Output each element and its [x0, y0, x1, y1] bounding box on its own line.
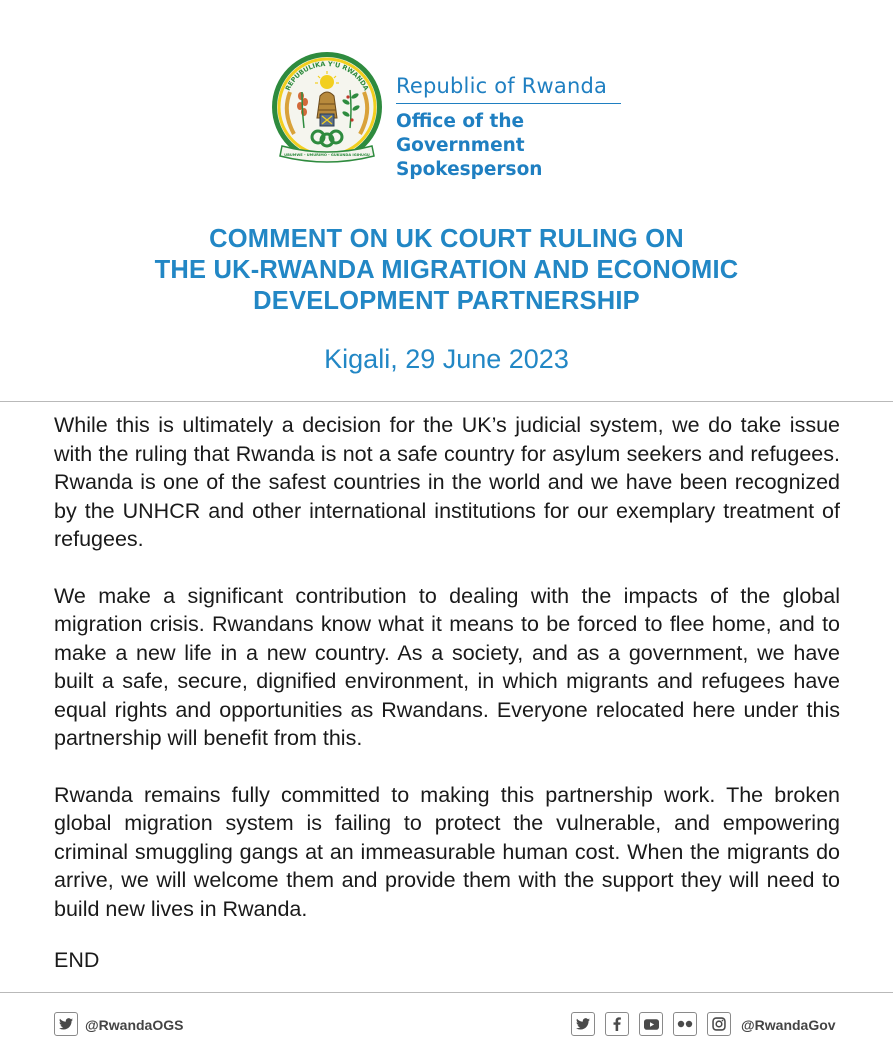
end-mark: END	[54, 948, 100, 972]
title-line: THE UK-RWANDA MIGRATION AND ECONOMIC	[154, 256, 739, 284]
title-line: COMMENT ON UK COURT RULING ON	[209, 225, 684, 253]
paragraph: Rwanda remains fully committed to making this partnership work. The broken global migration system is failing to protect the vulnerable, and empowering criminal smuggling gangs at an immeasurable human cost. When the migrants do arrive, we will welcome them and provide them with the support they will need to build new lives in Rwanda.	[54, 782, 840, 921]
office-name-line1: Office of the Government	[396, 111, 525, 156]
facebook-icon[interactable]	[605, 1012, 629, 1036]
svg-text:UBUMWE - UMURIMO - GUKUNDA IGI: UBUMWE - UMURIMO - GUKUNDA IGIHUGU	[284, 153, 370, 157]
title-line: DEVELOPMENT PARTNERSHIP	[253, 287, 640, 315]
statement-body	[54, 411, 840, 951]
org-divider	[396, 103, 621, 104]
svg-text:REPUBULIKA Y'U RWANDA: REPUBULIKA Y'U RWANDA	[283, 59, 371, 92]
footer-divider	[0, 992, 893, 993]
government-social-handle[interactable]: @RwandaGov	[741, 1017, 836, 1033]
document-title	[0, 224, 893, 317]
country-name: Republic of Rwanda	[396, 74, 608, 98]
coat-of-arms-icon	[268, 52, 386, 174]
footer	[0, 1000, 893, 1056]
issuing-office	[396, 74, 626, 182]
flickr-icon[interactable]	[673, 1012, 697, 1036]
letterhead	[0, 0, 893, 400]
paragraph: We make a significant contribution to dealing with the impacts of the global migration crisis. Rwandans know what it means to be forced to flee home, and to make a new life in a new country. As a society, and as a government, we have built a safe, secure, dignified environment, in which migrants and refugees have equal rights and opportunities as Rwandans. Everyone relocated here under this partnership will benefit from this.	[54, 583, 840, 750]
paragraph: While this is ultimately a decision for the UK’s judicial system, we do take issue with the ruling that Rwanda is not a safe country for asylum seekers and refugees. Rwanda is one of the safest countries in the world and we have been recognized by the UNHCR and other international institutions for our exemplary treatment of refugees.	[54, 413, 840, 551]
dateline: Kigali, 29 June 2023	[324, 344, 569, 374]
header-divider	[0, 401, 893, 402]
twitter-icon[interactable]	[571, 1012, 595, 1036]
youtube-icon[interactable]	[639, 1012, 663, 1036]
twitter-icon[interactable]	[54, 1012, 78, 1036]
instagram-icon[interactable]	[707, 1012, 731, 1036]
office-name-line2: Spokesperson	[396, 159, 543, 180]
ogs-twitter-handle[interactable]: @RwandaOGS	[85, 1017, 184, 1033]
